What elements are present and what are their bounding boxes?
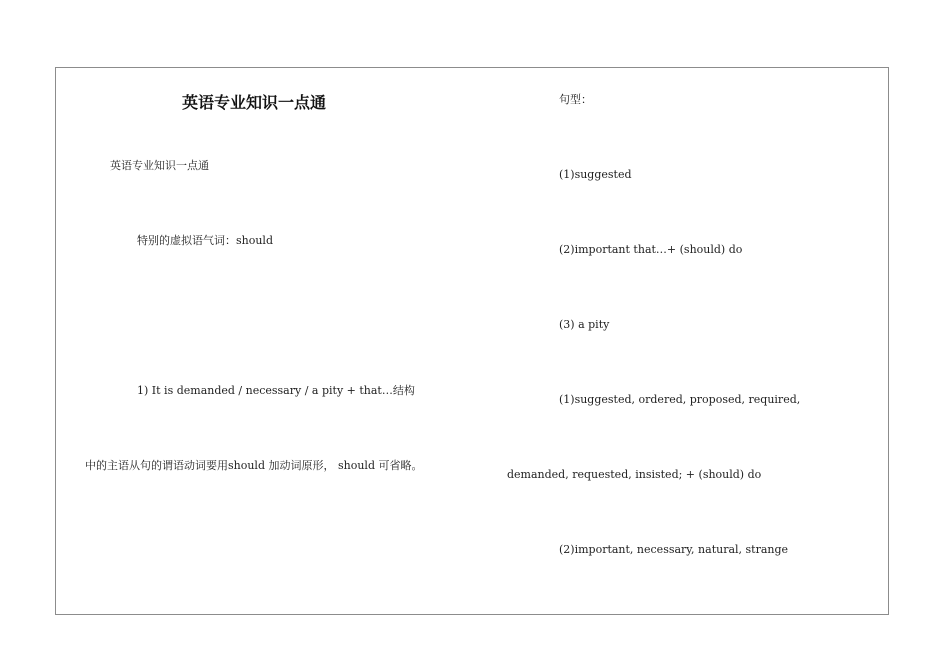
right-adjectives-line: (2)important, necessary, natural, strange bbox=[559, 543, 789, 556]
document-title: 英语专业知识一点通 bbox=[182, 93, 327, 112]
right-verbs-line-2: demanded, requested, insisted; + (should) do bbox=[507, 468, 762, 481]
left-line-structure: 1) It is demanded / necessary / a pity + that…结构 bbox=[137, 384, 415, 397]
left-line-rule: 中的主语从句的谓语动词要用should 加动词原形， should 可省略。 bbox=[85, 459, 423, 472]
right-verbs-line-1: (1)suggested, ordered, proposed, required, bbox=[559, 393, 801, 406]
left-line-should: 特别的虚拟语气词：should bbox=[137, 234, 273, 247]
right-heading: 句型： bbox=[559, 93, 592, 106]
left-subtitle: 英语专业知识一点通 bbox=[110, 159, 209, 172]
right-pattern-2: (2)important that…+ (should) do bbox=[559, 243, 743, 256]
right-pattern-1: (1)suggested bbox=[559, 168, 632, 181]
page-frame bbox=[55, 67, 889, 615]
right-pattern-3: (3) a pity bbox=[559, 318, 610, 331]
